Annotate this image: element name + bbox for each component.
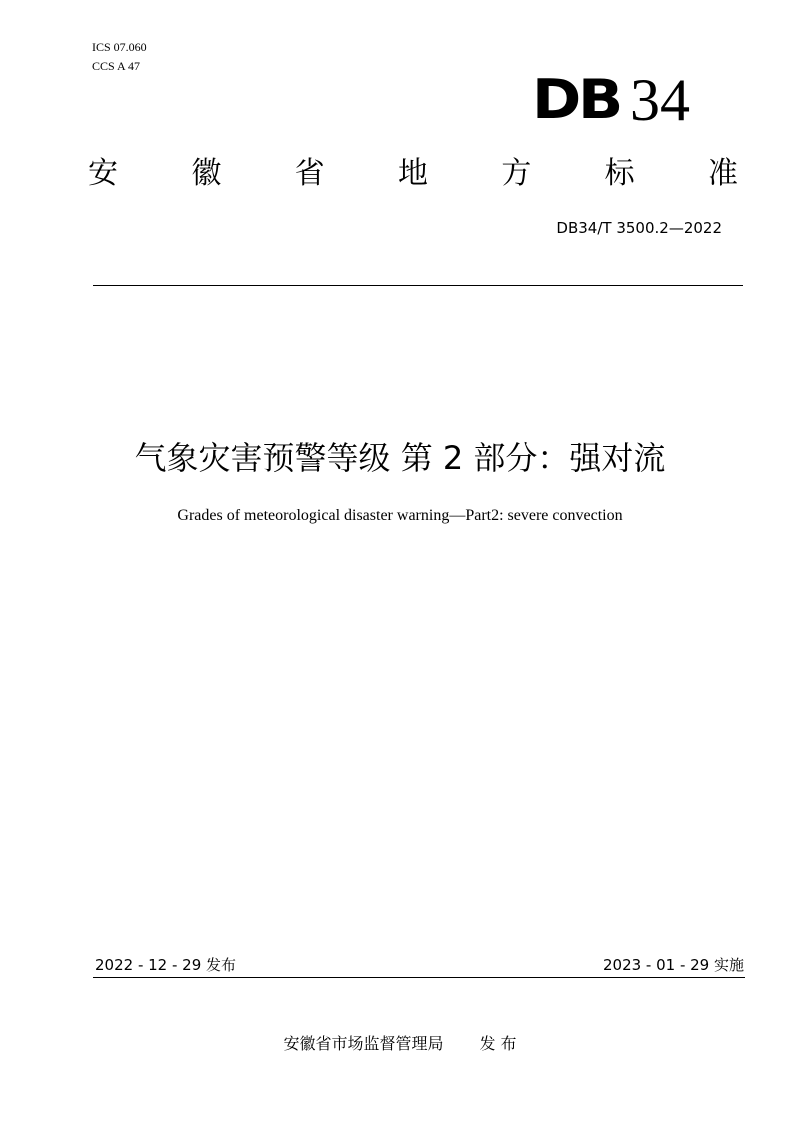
implementation-date: 2023 - 01 - 29 实施 [602,956,744,974]
standard-type-char: 安 [88,156,118,191]
header-divider [93,285,743,286]
issuer-name: 安徽省市场监督管理局 [283,1034,444,1053]
standard-number: DB34/T 3500.2—2022 [556,219,722,237]
ics-code: ICS 07.060 [92,40,147,54]
standard-type-char: 徽 [191,156,222,191]
document-title-english: Grades of meteorological disaster warning—Part2: severe convection [177,507,623,524]
logo-number: 34 [630,67,690,133]
issuer-action: 发 布 [479,1034,517,1053]
footer-divider [93,977,745,978]
issue-date: 2022 - 12 - 29 发布 [95,956,237,974]
issuing-authority [0,1033,800,1055]
standard-type-char: 方 [501,156,532,191]
standard-type-char: 标 [604,156,635,191]
standard-type-char: 准 [707,156,738,191]
ccs-code: CCS A 47 [92,59,141,73]
standard-type-char: 省 [294,156,325,191]
standard-type-title [88,154,738,194]
standard-type-char: 地 [397,156,428,191]
db34-logo [532,67,690,133]
document-title-chinese: 气象灾害预警等级 第 2 部分：强对流 [134,439,666,477]
logo-letters: DB [532,68,620,131]
